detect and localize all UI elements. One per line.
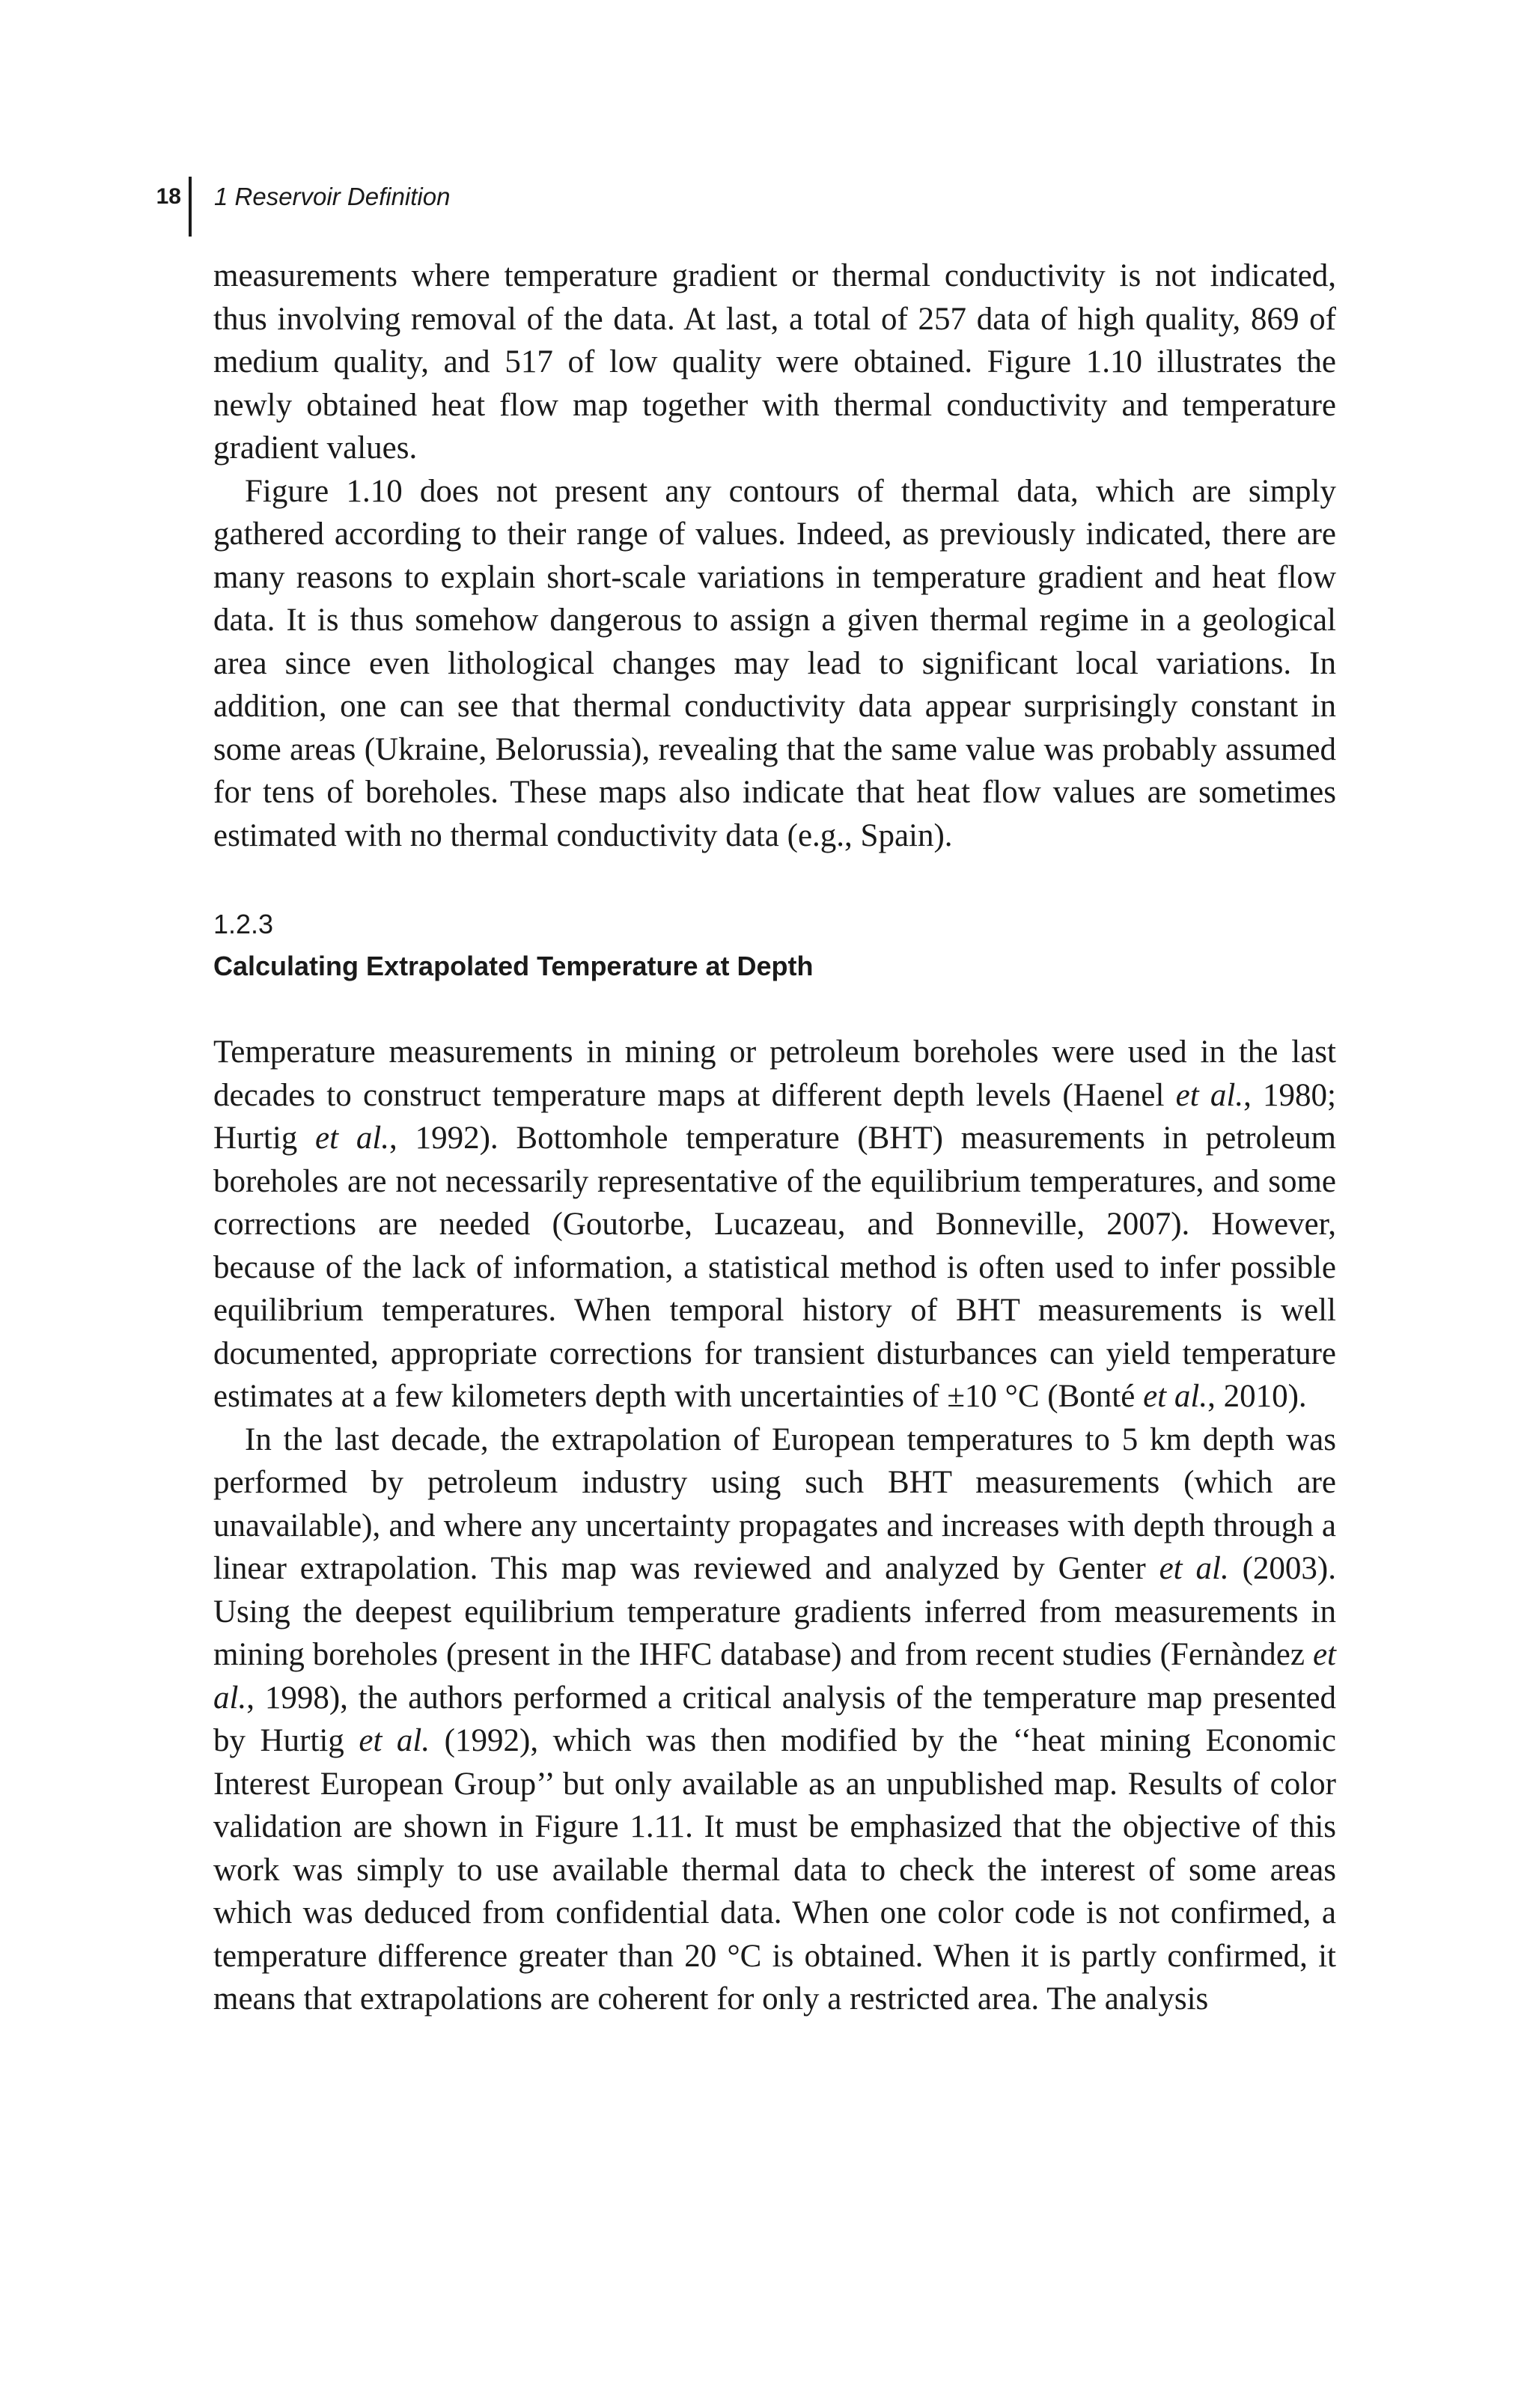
- page-number: 18: [156, 184, 181, 209]
- text-run: , 1992). Bottomhole temperature (BHT) measurements in petroleum boreholes are not necessarily representative of the equilibrium temperatures, and some corrections are needed (Goutorbe, Lucazeau, and Bonneville, 2007). However, because of the lack of information, a statistical method is often used to infer possible equilibrium temperatures. When temporal history of BHT measurements is well documented, appropriate corrections for transient disturbances can yield temperature estimates at a few kilometers depth with uncertainties of ±10 °C (Bonté: [213, 1121, 1336, 1414]
- paragraph-1: measurements where temperature gradient or thermal conductivity is not indicated, thus involving removal of the data. At last, a total of 257 data of high quality, 869 of medium quality, and 517 of low quality were obtained. Figure 1.10 illustrates the newly obtained heat flow map together with thermal conductivity and temperature gradient values.: [213, 258, 1336, 466]
- header-divider: [189, 177, 192, 237]
- paragraph-2: Figure 1.10 does not present any contours of thermal data, which are simply gathered according to their range of values. Indeed, as previously indicated, there are many reasons to explain short-scale variations in temperature gradient and heat flow data. It is thus somehow dangerous to assign a given thermal regime in a geological area since even lithological changes may lead to significant local variations. In addition, one can see that thermal conductivity data appear surprisingly constant in some areas (Ukraine, Belorussia), revealing that the same value was probably assumed for tens of boreholes. These maps also indicate that heat flow values are sometimes estimated with no thermal conductivity data (e.g., Spain).: [213, 473, 1336, 853]
- citation-et-al: et al.: [1175, 1077, 1244, 1113]
- text-run: , 1998), the authors performed a critical analysis of the temperature map presented by Hurtig: [213, 1680, 1336, 1758]
- citation-et-al: et al.: [1159, 1551, 1229, 1586]
- section-title: Calculating Extrapolated Temperature at Depth: [213, 951, 814, 981]
- paragraph-4: [213, 1418, 1336, 2021]
- page-body: [213, 254, 1336, 2021]
- text-run: (1992), which was then modified by the ‘‘heat mining Economic Interest European Group’’ but only available as an unpublished map. Results of color validation are shown in Figure 1.11. It must be emphasized that the objective of this work was simply to use available thermal data to check the interest of some areas which was deduced from confidential data. When one color code is not confirmed, a temperature difference greater than 20 °C is obtained. When it is partly confirmed, it means that extrapolations are coherent for only a restricted area. The analysis: [213, 1723, 1336, 2017]
- citation-et-al: et al.: [315, 1121, 390, 1156]
- citation-et-al: et al.: [1143, 1379, 1208, 1414]
- page-header: [0, 177, 1533, 237]
- running-head: 1 Reservoir Definition: [214, 183, 451, 210]
- paragraph-3: [213, 1031, 1336, 1418]
- citation-et-al: et al.: [359, 1723, 430, 1758]
- text-run: , 1980; Hurtig: [213, 1077, 1336, 1156]
- section-number: 1.2.3: [213, 909, 274, 939]
- section-heading: [213, 903, 1336, 987]
- text-run: In the last decade, the extrapolation of European temperatures to 5 km depth was performed by petroleum industry using such BHT measurements (which are unavailable), and where any uncertainty propagates and increases with depth through a linear extrapolation. This map was reviewed and analyzed by Genter: [213, 1421, 1336, 1586]
- citation-et-al: et al.: [213, 1637, 1336, 1716]
- text-run: , 2010).: [1207, 1379, 1307, 1414]
- text-run: (2003). Using the deepest equilibrium temperature gradients inferred from measurements in mining boreholes (present in the IHFC database) and from recent studies (Fernàndez: [213, 1551, 1336, 1672]
- text-run: Temperature measurements in mining or petroleum boreholes were used in the last decades to construct temperature maps at different depth levels (Haenel: [213, 1034, 1336, 1113]
